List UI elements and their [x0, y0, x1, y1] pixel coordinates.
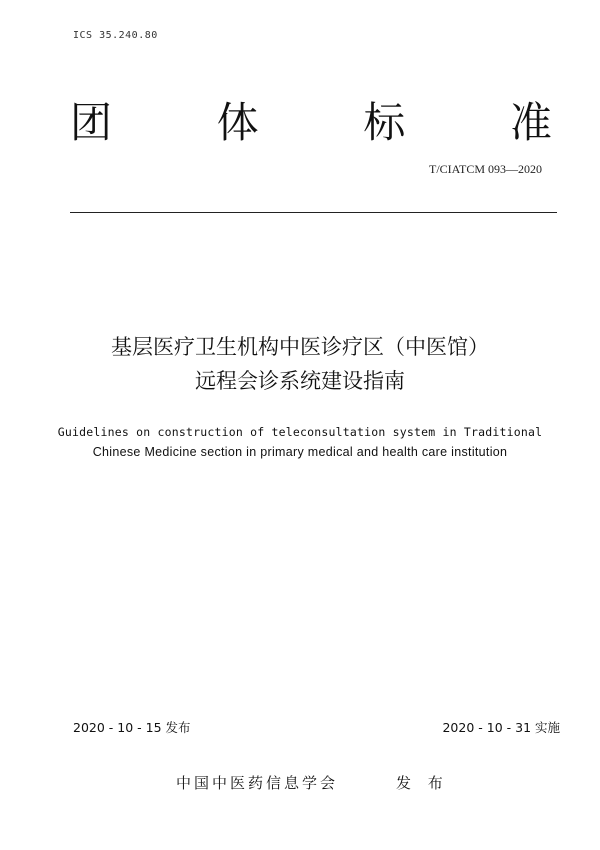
type-char-2: 体	[216, 98, 259, 147]
header-divider	[70, 212, 557, 213]
type-char-1: 团	[70, 98, 113, 147]
document-type-heading	[70, 98, 552, 148]
chinese-title-line-2: 远程会诊系统建设指南	[195, 369, 405, 393]
english-title	[0, 422, 600, 462]
standard-number: T/CIATCM 093—2020	[428, 162, 542, 176]
publish-label: 发 布	[396, 774, 449, 792]
type-char-4: 准	[509, 98, 552, 147]
chinese-title-line-1: 基层医疗卫生机构中医诊疗区（中医馆）	[111, 335, 489, 359]
english-title-line-2: Chinese Medicine section in primary medical and health care institution	[92, 445, 508, 459]
type-char-3: 标	[363, 98, 406, 147]
implementation-date: 2020 - 10 - 31 实施	[442, 720, 560, 735]
publisher-name: 中国中医药信息学会	[176, 774, 339, 792]
chinese-title	[0, 330, 600, 398]
ics-code: ICS 35.240.80	[73, 30, 158, 41]
issue-date: 2020 - 10 - 15 发布	[73, 720, 191, 735]
english-title-line-1: Guidelines on construction of teleconsultation system in Traditional	[57, 425, 543, 439]
